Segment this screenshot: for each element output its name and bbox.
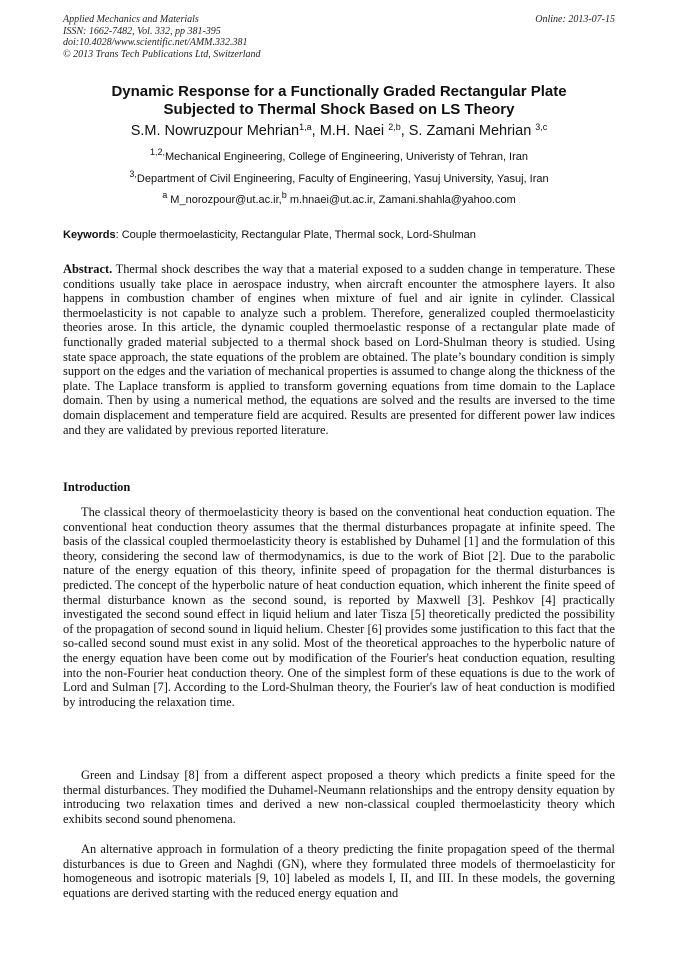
online-date: Online: 2013-07-15 bbox=[535, 14, 615, 25]
author-sup: 1,a bbox=[299, 122, 312, 132]
author-sup: 3,c bbox=[535, 122, 548, 132]
issn-line: ISSN: 1662-7482, Vol. 332, pp 381-395 bbox=[63, 25, 221, 37]
journal-header bbox=[63, 14, 615, 60]
abstract-text: Thermal shock describes the way that a material exposed to a sudden change in temperature. These conditions usually take place in aerospace industry, when aircraft encounter the atmosphere layers. It also happens in combustion chamber of engines when mixture of fuel and air ignite in cylinder. Classical thermoelasticity is not capable to analyze such a problem. Therefore, generalized coupled thermoelasticity theories arose. In this article, the dynamic coupled thermoelastic response of a rectangular plate made of functionally graded material subjected to a thermal shock based on Lord-Shulman theory is studied. Using state space approach, the state equations of the problem are obtained. The plate’s boundary condition is simply support on the edges and the variation of mechanical properties is assumed to change along the thickness of the plate. The Laplace transform is applied to transform governing equations from time domain to the Laplace domain. Then by using a numerical method, the equations are solved and the results are inversed to the time domain displacement and temperature field are acquired. Results are presented for different power law indices and they are validated by previous reported literature. bbox=[63, 262, 615, 437]
affiliation-2 bbox=[63, 169, 615, 186]
author-sep: , bbox=[400, 123, 409, 139]
author-name: S.M. Nowruzpour Mehrian bbox=[130, 123, 300, 139]
intro-paragraph-2: Green and Lindsay [8] from a different aspect proposed a theory which predicts a finite speed for the thermal disturbances. They modified the Duhamel-Neumann relationships and the entropy density equation by introducing two relaxation times and derived a new non-classical coupled thermoelasticity theory which exhibits second sound phenomena. bbox=[63, 768, 615, 826]
abstract-label: Abstract. bbox=[63, 262, 113, 276]
affiliation-sup: 1,2, bbox=[149, 147, 165, 157]
author-sup: 2,b bbox=[388, 122, 401, 132]
keywords bbox=[63, 228, 615, 242]
intro-paragraph-3: An alternative approach in formulation of a theory predicting the finite propagation speed of the thermal disturbances is due to Green and Naghdi (GN), where they formulated three models of thermoelasticity for homogeneous and isotropic materials [9, 10] labeled as models I, II, and III. In these models, the governing equations are derived starting with the reduced energy equation and bbox=[63, 842, 615, 900]
email-sup: a bbox=[162, 190, 168, 200]
doi-line: doi:10.4028/www.scientific.net/AMM.332.381 bbox=[63, 37, 248, 48]
introduction-heading: Introduction bbox=[63, 480, 131, 494]
author-list bbox=[63, 122, 615, 140]
keywords-label: Keywords bbox=[63, 229, 116, 241]
affiliation-sup: 3, bbox=[129, 169, 137, 179]
email-line bbox=[63, 190, 615, 207]
affiliation-1 bbox=[63, 147, 615, 164]
author-sep: , bbox=[311, 123, 320, 139]
email-sup: b bbox=[281, 190, 287, 200]
title-line-2: Subjected to Thermal Shock Based on LS Theory bbox=[163, 101, 515, 118]
intro-paragraph-1: The classical theory of thermoelasticity theory is based on the conventional heat conduction equation. The conventional heat conduction theory assumes that the thermal disturbances propagate at infinite speed. The basis of the classical coupled thermoelasticity theory is established by Duhamel [1] and the formulation of this theory, considering the second law of thermodynamics, is due to the work of Biot [2]. Due to the parabolic nature of the energy equation of this theory, infinite speed of propagation for the thermal disturbances is predicted. The concept of the hyperbolic nature of heat conduction equation, which inherent the finite speed of thermal disturbance known as the second sound, is reported by Maxwell [3]. Peshkov [4] practically investigated the second sound effect in liquid helium and later Tisza [5] theoretically predicted the possibility of the propagation of second sound in liquid helium. Chester [6] provides some justification to this fact that the so-called second sound must exist in any solid. Most of the theoretical approaches to the hyperbolic nature of the energy equation have been come out by modification of the Fourier's heat conduction equation, resulting into the non-Fourier heat conduction theory. One of the simplest form of these equations is due to the work of Lord and Sulman [7]. According to the Lord-Shulman theory, the Fourier's law of heat conduction is modified by introducing the relaxation time. bbox=[63, 505, 615, 709]
journal-name: Applied Mechanics and Materials bbox=[63, 14, 199, 25]
keywords-text: : Couple thermoelasticity, Rectangular Plate, Thermal sock, Lord-Shulman bbox=[115, 229, 476, 241]
affiliation-text: Mechanical Engineering, College of Engineering, Univeristy of Tehran, Iran bbox=[165, 151, 529, 163]
paper-title bbox=[63, 83, 615, 119]
affiliation-text: Department of Civil Engineering, Faculty of Engineering, Yasuj University, Yasuj, Iran bbox=[136, 173, 549, 185]
email-a[interactable]: M_norozpour@ut.ac.ir, bbox=[170, 194, 282, 206]
email-b[interactable]: m.hnaei@ut.ac.ir, Zamani.shahla@yahoo.com bbox=[289, 194, 516, 206]
author-name: M.H. Naei bbox=[319, 123, 389, 139]
author-name: S. Zamani Mehrian bbox=[408, 123, 536, 139]
title-line-1: Dynamic Response for a Functionally Graded Rectangular Plate bbox=[111, 83, 567, 100]
abstract bbox=[63, 262, 615, 437]
copyright-line: © 2013 Trans Tech Publications Ltd, Switzerland bbox=[63, 48, 261, 60]
